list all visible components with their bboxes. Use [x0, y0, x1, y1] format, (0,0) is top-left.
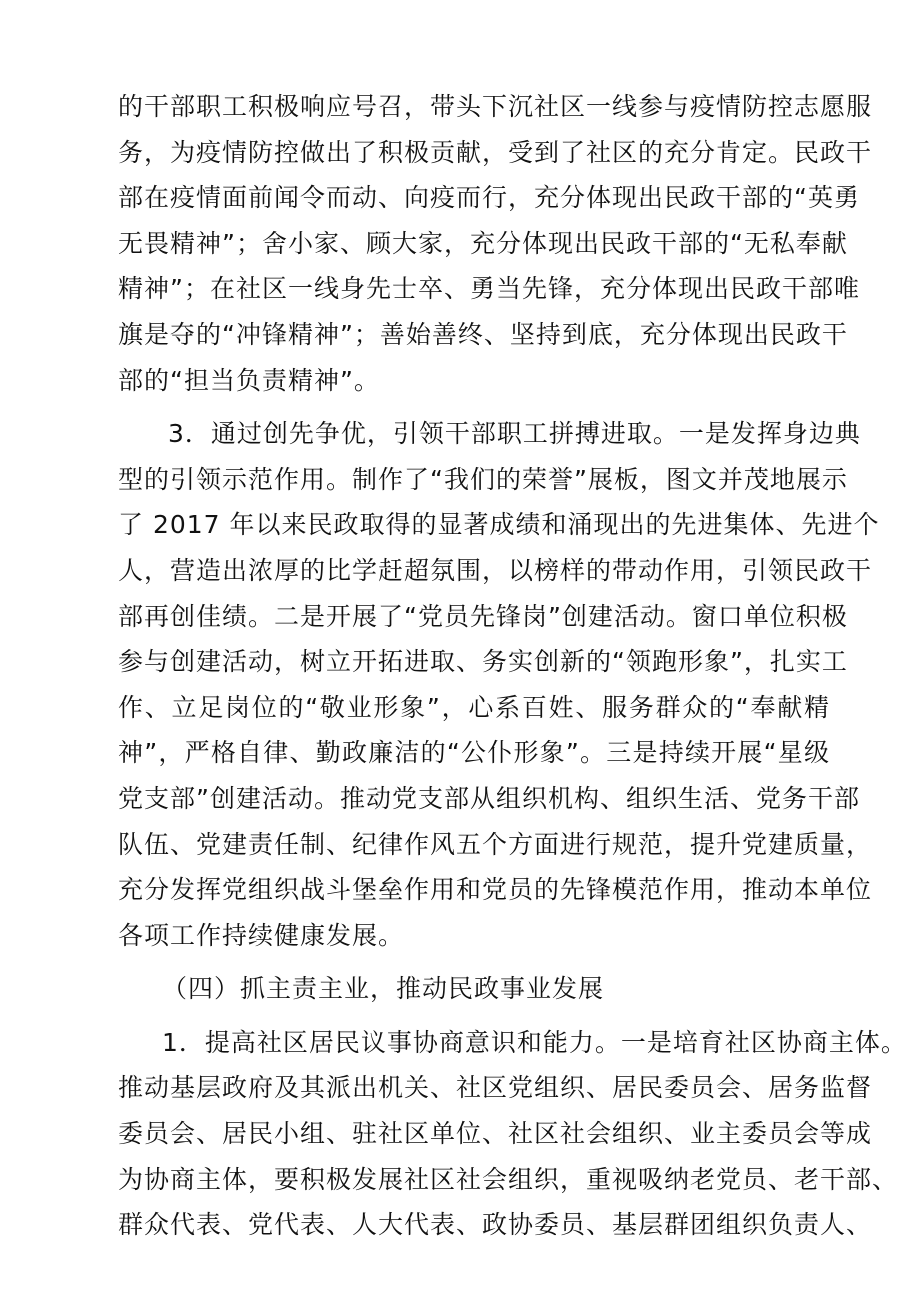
paragraph-volunteer-service — [118, 84, 873, 403]
text-line: 部再创佳绩。二是开展了“党员先锋岗”创建活动。窗口单位积极 — [118, 601, 848, 631]
text-line: 3．通过创先争优，引领干部职工拼搏进取。一是发挥身边典 — [168, 419, 861, 449]
document-body — [118, 84, 907, 1248]
text-line: 参与创建活动，树立开拓进取、务实创新的“领跑形象”，扎实工 — [118, 647, 848, 677]
text-line: 的干部职工积极响应号召，带头下沉社区一线参与疫情防控志愿服 — [118, 92, 873, 121]
paragraph-gap — [118, 403, 830, 411]
text-line: 推动基层政府及其派出机关、社区党组织、居民委员会、居务监督 — [118, 1073, 873, 1103]
text-line: 各项工作持续健康发展。 — [118, 920, 405, 950]
paragraph-gap — [118, 958, 830, 966]
paragraph-gap — [118, 1012, 830, 1020]
text-line: 作、立足岗位的“敬业形象”，心系百姓、服务群众的“奉献精 — [118, 692, 830, 722]
text-line: 充分发挥党组织战斗堡垒作用和党员的先锋模范作用，推动本单位 — [118, 875, 873, 905]
text-line: 部的“担当负责精神”。 — [118, 365, 380, 395]
text-line: 1．提高社区居民议事协商意识和能力。一是培育社区协商主体。 — [162, 1027, 907, 1057]
section-heading-four — [118, 966, 830, 1012]
section-heading: （四）抓主责主业，推动民政事业发展 — [162, 974, 605, 1004]
text-line: 委员会、居民小组、驻社区单位、社区社会组织、业主委员会等成 — [118, 1119, 873, 1149]
text-line: 人，营造出浓厚的比学赶超氛围，以榜样的带动作用，引领民政干 — [118, 555, 873, 585]
text-line: 精神”；在社区一线身先士卒、勇当先锋，充分体现出民政干部唯 — [118, 274, 860, 304]
text-line: 为协商主体，要积极发展社区社会组织，重视吸纳老党员、老干部、 — [118, 1164, 899, 1194]
paragraph-excellence — [118, 411, 880, 958]
paragraph-community-consultation — [118, 1020, 907, 1248]
text-line: 务，为疫情防控做出了积极贡献，受到了社区的充分肯定。民政干 — [118, 137, 873, 167]
text-line: 部在疫情面前闻令而动、向疫而行，充分体现出民政干部的“英勇 — [118, 183, 860, 213]
text-line: 队伍、党建责任制、纪律作风五个方面进行规范，提升党建质量， — [118, 829, 873, 859]
text-line: 旗是夺的“冲锋精神”；善始善终、坚持到底，充分体现出民政干 — [118, 319, 848, 349]
text-line: 神”，严格自律、勤政廉洁的“公仆形象”。三是持续开展“星级 — [118, 738, 830, 768]
text-line: 党支部”创建活动。推动党支部从组织机构、组织生活、党务干部 — [118, 783, 860, 813]
text-line: 群众代表、党代表、人大代表、政协委员、基层群团组织负责人、 — [118, 1210, 873, 1240]
text-line: 型的引领示范作用。制作了“我们的荣誉”展板，图文并茂地展示 — [118, 464, 848, 494]
text-line: 了 2017 年以来民政取得的显著成绩和涌现出的先进集体、先进个 — [118, 510, 880, 540]
text-line: 无畏精神”；舍小家、顾大家，充分体现出民政干部的“无私奉献 — [118, 228, 848, 258]
